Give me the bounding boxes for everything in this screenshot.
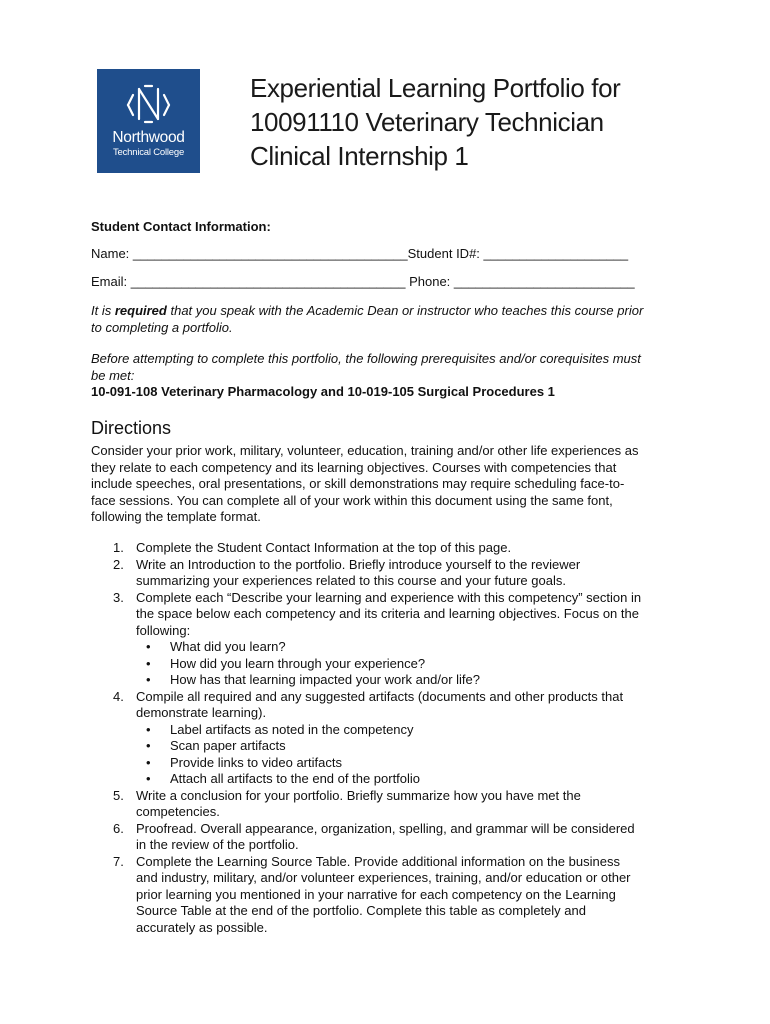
directions-steps	[0, 540, 770, 936]
bullet-item	[0, 672, 770, 689]
list-item-line: summarizing your experiences related to this course and your future goals.	[136, 573, 566, 588]
prereq-line-2: be met:	[91, 367, 135, 383]
directions-intro-line: following the template format.	[91, 509, 261, 524]
requirement-line-2: to completing a portfolio.	[91, 319, 233, 335]
prerequisite-note	[91, 351, 641, 384]
bullet-item	[0, 722, 770, 739]
directions-intro-line: face sessions. You can complete all of your work within this document using the same font,	[91, 492, 613, 508]
directions-heading: Directions	[91, 418, 172, 438]
list-item-line: Proofread. Overall appearance, organization, spelling, and grammar will be considered	[136, 820, 635, 836]
logo-emblem-icon	[97, 69, 200, 129]
list-item-number: 5.	[113, 787, 124, 803]
list-item	[0, 821, 770, 854]
bullet-icon: •	[146, 771, 151, 786]
requirement-note	[91, 303, 643, 336]
bullet-text: Attach all artifacts to the end of the portfolio	[170, 771, 421, 786]
name-student-id-field[interactable]: Name: ______________________________________Student ID#: ____________________	[91, 246, 629, 261]
bullet-item	[0, 738, 770, 755]
list-item	[0, 557, 770, 590]
list-item-line: the space below each competency and its criteria and learning objectives. Focus on the	[136, 606, 639, 621]
bullet-icon: •	[146, 721, 151, 737]
bullet-text: Scan paper artifacts	[170, 738, 286, 753]
bullet-icon: •	[146, 738, 151, 753]
list-item	[0, 689, 770, 722]
requirement-pre: It is	[91, 303, 115, 318]
prerequisite-courses: 10-091-108 Veterinary Pharmacology and 10-019-105 Surgical Procedures 1	[91, 384, 555, 399]
college-logo	[97, 69, 200, 173]
list-item-number: 7.	[113, 853, 124, 869]
title-line-1: Experiential Learning Portfolio for	[250, 73, 621, 103]
logo-name: Northwood	[112, 129, 185, 146]
list-item-line: in the review of the portfolio.	[136, 837, 299, 852]
list-item	[0, 590, 770, 640]
directions-intro-line: include speeches, oral presentations, or skill demonstrations may require scheduling face-to-	[91, 476, 625, 491]
list-item-text	[136, 557, 580, 590]
title-line-3: Clinical Internship 1	[250, 141, 469, 171]
list-item-number: 6.	[113, 820, 124, 836]
requirement-bold: required	[114, 303, 167, 318]
logo-subname: Technical College	[112, 147, 185, 158]
title-line-2: 10091110 Veterinary Technician	[250, 107, 604, 137]
list-item	[0, 788, 770, 821]
list-item-line: Compile all required and any suggested artifacts (documents and other products that	[136, 688, 624, 704]
list-item-line: accurately as possible.	[136, 919, 268, 935]
list-item-line: demonstrate learning).	[136, 705, 267, 720]
list-item-text	[136, 788, 581, 821]
list-item	[0, 854, 770, 937]
directions-intro	[91, 443, 638, 526]
bullet-item	[0, 755, 770, 772]
list-item-line: Complete each “Describe your learning and experience with this competency” section in	[136, 589, 642, 605]
list-item	[0, 540, 770, 557]
list-item-text	[136, 821, 635, 854]
list-item-line: Complete the Student Contact Information at the top of this page.	[136, 540, 512, 555]
bullet-icon: •	[146, 672, 151, 687]
list-item-line: Complete the Learning Source Table. Provide additional information on the business	[136, 853, 620, 869]
list-item-line: Write an Introduction to the portfolio. Briefly introduce yourself to the reviewer	[136, 556, 581, 572]
bullet-text: How did you learn through your experience?	[170, 655, 426, 671]
bullet-text: Provide links to video artifacts	[170, 754, 342, 770]
bullet-text: What did you learn?	[170, 639, 286, 654]
list-item-line: prior learning you mentioned in your narrative for each competency on the Learning	[136, 886, 616, 902]
bullet-text: How has that learning impacted your work and/or life?	[170, 672, 480, 687]
bullet-item	[0, 771, 770, 788]
bullet-icon: •	[146, 754, 151, 770]
list-item-line: following:	[136, 622, 191, 638]
list-item-text	[136, 540, 511, 557]
list-item-line: competencies.	[136, 804, 220, 819]
list-item-text	[136, 590, 641, 640]
bullet-item	[0, 639, 770, 656]
prereq-line-1: Before attempting to complete this portfolio, the following prerequisites and/or corequisites must	[91, 351, 641, 366]
bullet-text: Label artifacts as noted in the competency	[170, 721, 414, 737]
list-item-number: 3.	[113, 589, 124, 605]
email-phone-field[interactable]: Email: ______________________________________ Phone: _________________________	[91, 274, 635, 289]
list-item-line: Source Table at the end of the portfolio. Complete this table as completely and	[136, 903, 586, 918]
list-item-number: 2.	[113, 556, 124, 572]
list-item-text	[136, 689, 623, 722]
bullet-icon: •	[146, 639, 151, 654]
list-item-number: 4.	[113, 688, 124, 704]
list-item-text	[136, 854, 631, 937]
directions-intro-line: Consider your prior work, military, volunteer, education, training and/or other life experiences as	[91, 443, 639, 458]
contact-heading: Student Contact Information:	[91, 219, 271, 234]
list-item-line: Write a conclusion for your portfolio. Briefly summarize how you have met the	[136, 787, 581, 803]
requirement-post: that you speak with the Academic Dean or instructor who teaches this course prior	[166, 303, 644, 318]
page-title	[250, 71, 730, 173]
directions-intro-line: they relate to each competency and its learning objectives. Courses with competencies that	[91, 459, 617, 475]
bullet-item	[0, 656, 770, 673]
list-item-number: 1.	[113, 540, 124, 555]
list-item-line: and industry, military, and/or volunteer experiences, training, and/or education or other	[136, 870, 631, 885]
bullet-icon: •	[146, 655, 151, 671]
